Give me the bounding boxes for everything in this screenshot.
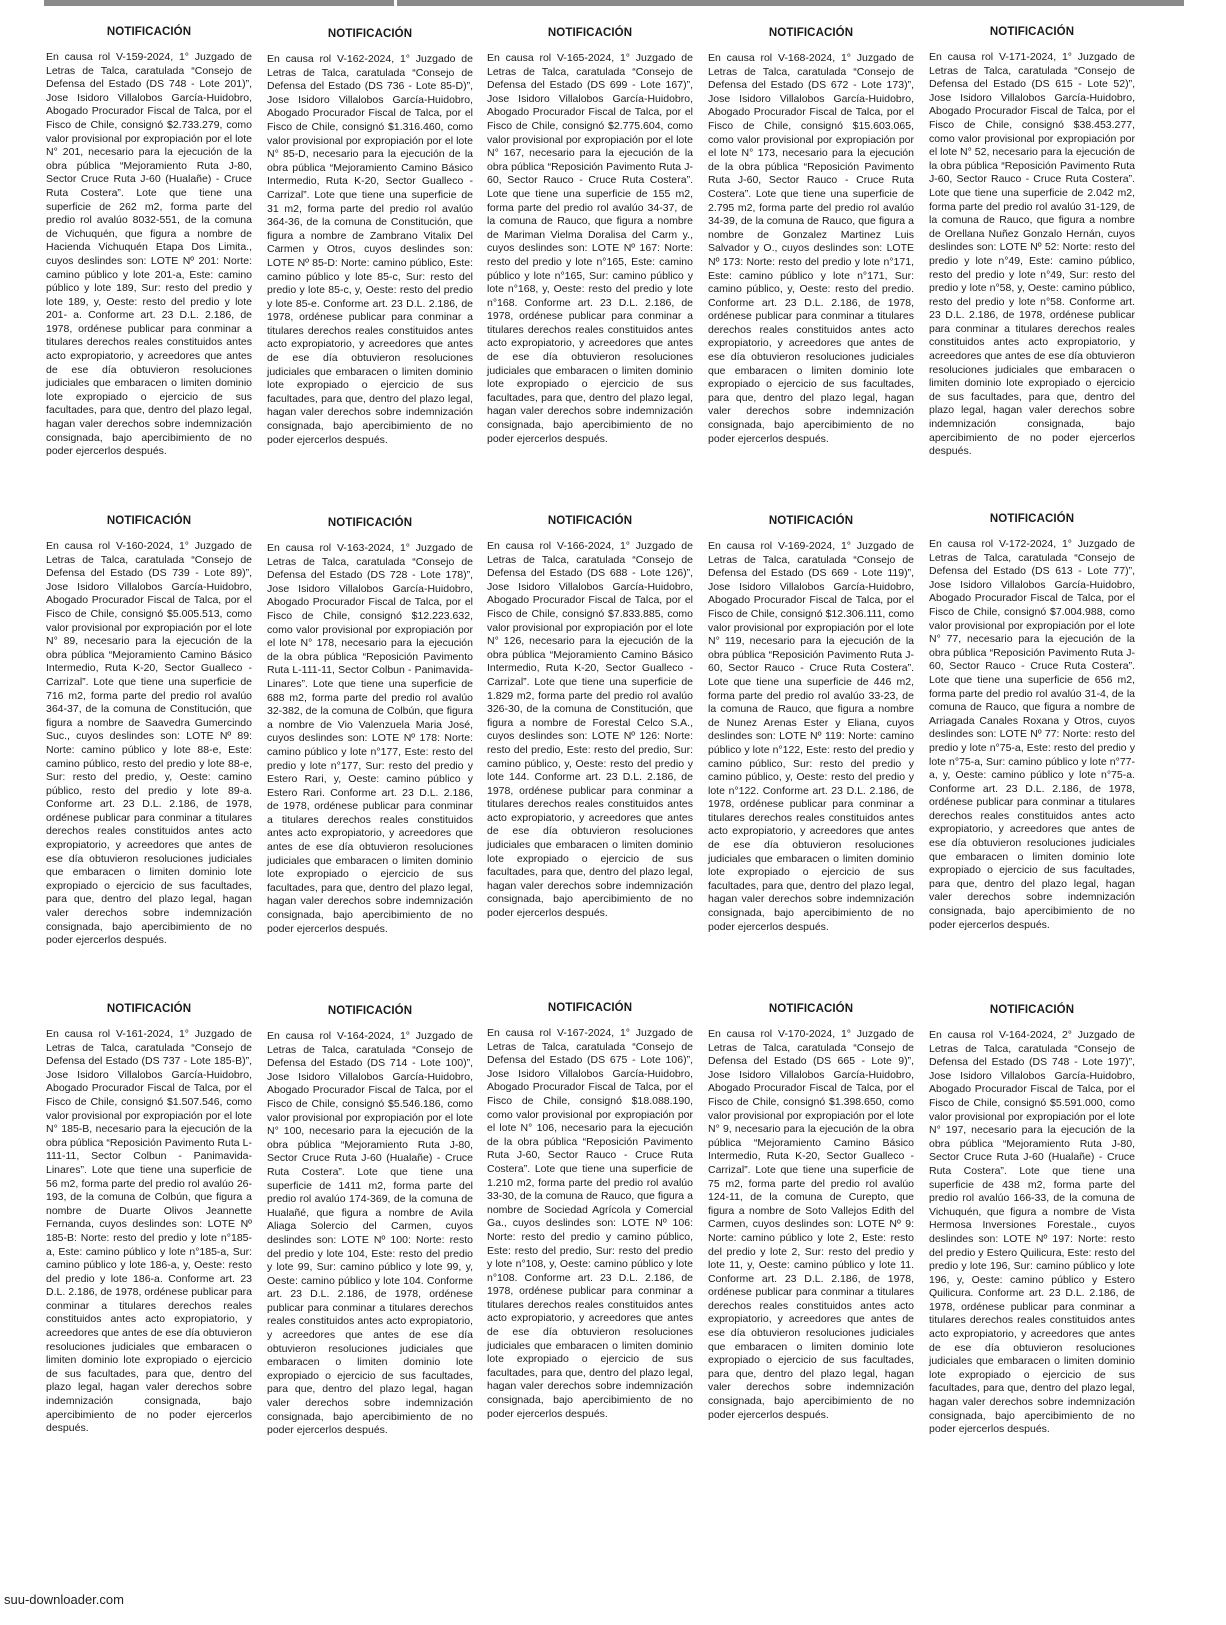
notice-title: NOTIFICACIÓN bbox=[106, 1003, 192, 1015]
notice-title: NOTIFICACIÓN bbox=[989, 513, 1075, 525]
notice bbox=[929, 513, 1135, 932]
notice-body: En causa rol V-166-2024, 1° Juzgado de Letras de Talca, caratulada “Consejo de Defensa del Estado (DS 688 - Lote 126)”, Jose Isidoro Villalobos García-Huidobro, Abogado Procurador Fiscal de Talca, por el Fisco de Chile, consignó $7.833.885, como valor provisional por expropiación por el lote N° 126, necesario para la ejecución de la obra pública “Mejoramiento Camino Básico Intermedio, Ruta K-20, Sector Gualleco - Carrizal”. Lote que tiene una superficie de 1.829 m2, forma parte del predio rol avalúo 326-30, de la comuna de Constitución, que figura a nombre de Forestal Celco S.A., cuyos deslindes son: LOTE Nº 126: Norte: resto del predio, Este: resto del predio, Sur: camino público, y, Oeste: resto del predio y lote 144. Conforme art. 23 D.L. 2.186, de 1978, ordénese publicar para conminar a titulares derechos reales constituidos antes acto expropiatorio, y acreedores que antes de ese día obtuvieron resoluciones judiciales que embaracen o limiten dominio lote expropiado o ejercicio de sus facultades, para que, dentro del plazo legal, hagan valer derechos sobre indemnización consignada, bajo apercibimiento de no poder ejercerlos después. bbox=[487, 540, 693, 920]
notice-body: En causa rol V-167-2024, 1° Juzgado de Letras de Talca, caratulada “Consejo de Defensa del Estado (DS 675 - Lote 106)”, Jose Isidoro Villalobos García-Huidobro, Abogado Procurador Fiscal de Talca, por el Fisco de Chile, consignó $18.088.190, como valor provisional por expropiación por el lote N° 106, necesario para la ejecución de la obra pública “Reposición Pavimento Ruta J-60, Sector Rauco - Cruce Ruta Costera”. Lote que tiene una superficie de 1.210 m2, forma parte del predio rol avalúo 33-30, de la comuna de Rauco, que figura a nombre de Sociedad Agrícola y Comercial Ga., cuyos deslindes son: LOTE Nº 106: Norte: resto del predio y camino público, Este: resto del predio, Sur: resto del predio y lote n°108, y, Oeste: camino público y lote n°108. Conforme art. 23 D.L. 2.186, de 1978, ordénese publicar para conminar a titulares derechos reales constituidos antes acto expropiatorio, y acreedores que antes de ese día obtuvieron resoluciones judiciales que embaracen o limiten dominio lote expropiado o ejercicio de sus facultades, para que, dentro del plazo legal, hagan valer derechos sobre indemnización consignada, bajo apercibimiento de no poder ejercerlos después. bbox=[487, 1027, 693, 1420]
notice bbox=[487, 515, 693, 921]
notice-title: NOTIFICACIÓN bbox=[989, 26, 1075, 38]
notice-title: NOTIFICACIÓN bbox=[327, 517, 413, 529]
notice-body: En causa rol V-164-2024, 2° Juzgado de Letras de Talca, caratulada “Consejo de Defensa del Estado (DS 748 - Lote 197)”, Jose Isidoro Villalobos García-Huidobro, Abogado Procurador Fiscal de Talca, por el Fisco de Chile, consignó $5.591.000, como valor provisional por expropiación por el lote N° 197, necesario para la ejecución de la obra pública “Mejoramiento Ruta J-80, Sector Cruce Ruta J-60 (Hualañe) - Cruce Ruta Costera”. Lote que tiene una superficie de 438 m2, forma parte del predio rol avalúo 166-33, de la comuna de Vichuquén, que figura a nombre de Vista Hermosa Inversiones Forestale., cuyos deslindes son: LOTE Nº 197: Norte: resto del predio y Estero Quilicura, Este: resto del predio y lote 196, Sur: camino público y lote 196, y, Oeste: camino público y Estero Quilicura. Conforme art. 23 D.L. 2.186, de 1978, ordénese publicar para conminar a titulares derechos reales constituidos antes acto expropiatorio, y acreedores que antes de ese día obtuvieron resoluciones judiciales que embaracen o limiten dominio lote expropiado o ejercicio de sus facultades, para que, dentro del plazo legal, hagan valer derechos sobre indemnización consignada, bajo apercibimiento de no poder ejercerlos después. bbox=[929, 1029, 1135, 1436]
notice-title: NOTIFICACIÓN bbox=[106, 515, 192, 527]
notice bbox=[708, 27, 914, 446]
notice bbox=[267, 28, 473, 447]
top-rule bbox=[44, 0, 1184, 6]
notice-title: NOTIFICACIÓN bbox=[327, 28, 413, 40]
notice bbox=[929, 1004, 1135, 1437]
notice bbox=[708, 1003, 914, 1422]
notice bbox=[267, 517, 473, 936]
notice-title: NOTIFICACIÓN bbox=[547, 515, 633, 527]
notice-body: En causa rol V-172-2024, 1° Juzgado de Letras de Talca, caratulada “Consejo de Defensa del Estado (DS 613 - Lote 77)”, Jose Isidoro Villalobos García-Huidobro, Abogado Procurador Fiscal de Talca, por el Fisco de Chile, consignó $7.004.988, como valor provisional por expropiación por el lote N° 77, necesario para la ejecución de la obra pública “Reposición Pavimento Ruta J-60, Sector Rauco - Cruce Ruta Costera”. Lote que tiene una superficie de 656 m2, forma parte del predio rol avalúo 31-4, de la comuna de Rauco, que figura a nombre de Arriagada Canales Roxana y Otros, cuyos deslindes son: LOTE Nº 77: Norte: resto del predio y lote n°75-a, Este: resto del predio y lote n°75-a, Sur: camino público y lote n°77-a, y, Oeste: camino público y lote n°75-a. Conforme art. 23 D.L. 2.186, de 1978, ordénese publicar para conminar a titulares derechos reales constituidos antes acto expropiatorio, y acreedores que antes de ese día obtuvieron resoluciones judiciales que embaracen o limiten dominio lote expropiado o ejercicio de sus facultades, para que, dentro del plazo legal, hagan valer derechos sobre indemnización consignada, bajo apercibimiento de no poder ejercerlos después. bbox=[929, 538, 1135, 931]
notice-body: En causa rol V-171-2024, 1° Juzgado de Letras de Talca, caratulada “Consejo de Defensa del Estado (DS 615 - Lote 52)”, Jose Isidoro Villalobos García-Huidobro, Abogado Procurador Fiscal de Talca, por el Fisco de Chile, consignó $38.453.277, como valor provisional por expropiación por el lote N° 52, necesario para la ejecución de la obra pública “Reposición Pavimento Ruta J-60, Sector Rauco - Cruce Ruta Costera”. Lote que tiene una superficie de 2.042 m2, forma parte del predio rol avalúo 31-129, de la comuna de Rauco, que figura a nombre de Orellana Nuñez Gonzalo Hernán, cuyos deslindes son: LOTE Nº 52: Norte: resto del predio y lote n°49, Este: camino público, resto del predio y lote n°49, Sur: resto del predio y lote n°58, y, Oeste: camino público, resto del predio y lote n°58. Conforme art. 23 D.L. 2.186, de 1978, ordénese publicar para conminar a titulares derechos reales constituidos antes acto expropiatorio, y acreedores que antes de ese día obtuvieron resoluciones judiciales que embaracen o limiten dominio lote expropiado o ejercicio de sus facultades, para que, dentro del plazo legal, hagan valer derechos sobre indemnización consignada, bajo apercibimiento de no poder ejercerlos después. bbox=[929, 51, 1135, 458]
notice bbox=[267, 1005, 473, 1438]
notice-title: NOTIFICACIÓN bbox=[768, 1003, 854, 1015]
notice bbox=[487, 1002, 693, 1421]
notice bbox=[46, 26, 252, 459]
notice-body: En causa rol V-170-2024, 1° Juzgado de Letras de Talca, caratulada “Consejo de Defensa del Estado (DS 665 - Lote 9)”, Jose Isidoro Villalobos García-Huidobro, Abogado Procurador Fiscal de Talca, por el Fisco de Chile, consignó $1.398.650, como valor provisional por expropiación por el lote N° 9, necesario para la ejecución de la obra pública “Mejoramiento Camino Básico Intermedio, Ruta K-20, Sector Gualleco - Carrizal”. Lote que tiene una superficie de 75 m2, forma parte del predio rol avalúo 124-11, de la comuna de Curepto, que figura a nombre de Soto Vallejos Edith del Carmen, cuyos deslindes son: LOTE Nº 9: Norte: camino público y lote 2, Este: resto del predio y lote 2, Sur: resto del predio y lote 11, y, Oeste: camino público y lote 11. Conforme art. 23 D.L. 2.186, de 1978, ordénese publicar para conminar a titulares derechos reales constituidos antes acto expropiatorio, y acreedores que antes de ese día obtuvieron resoluciones judiciales que embaracen o limiten dominio lote expropiado o ejercicio de sus facultades, para que, dentro del plazo legal, hagan valer derechos sobre indemnización consignada, bajo apercibimiento de no poder ejercerlos después. bbox=[708, 1028, 914, 1421]
notice-body: En causa rol V-164-2024, 1° Juzgado de Letras de Talca, caratulada “Consejo de Defensa del Estado (DS 714 - Lote 100)”, Jose Isidoro Villalobos García-Huidobro, Abogado Procurador Fiscal de Talca, por el Fisco de Chile, consignó $5.546.186, como valor provisional por expropiación por el lote N° 100, necesario para la ejecución de la obra pública “Mejoramiento Ruta J-80, Sector Cruce Ruta J-60 (Hualañe) - Cruce Ruta Costera”. Lote que tiene una superficie de 1411 m2, forma parte del predio rol avalúo 174-369, de la comuna de Hualañé, que figura a nombre de Avila Aliaga Solercio del Carmen, cuyos deslindes son: LOTE Nº 100: Norte: resto del predio y lote 104, Este: resto del predio y lote 99, Sur: camino público y lote 99, y, Oeste: camino público y lote 104. Conforme art. 23 D.L. 2.186, de 1978, ordénese publicar para conminar a titulares derechos reales constituidos antes acto expropiatorio, y acreedores que antes de ese día obtuvieron resoluciones judiciales que embaracen o limiten dominio lote expropiado o ejercicio de sus facultades, para que, dentro del plazo legal, hagan valer derechos sobre indemnización consignada, bajo apercibimiento de no poder ejercerlos después. bbox=[267, 1030, 473, 1437]
notice bbox=[46, 1003, 252, 1436]
notice-title: NOTIFICACIÓN bbox=[989, 1004, 1075, 1016]
notice-body: En causa rol V-161-2024, 1° Juzgado de Letras de Talca, caratulada “Consejo de Defensa del Estado (DS 737 - Lote 185-B)”, Jose Isidoro Villalobos García-Huidobro, Abogado Procurador Fiscal de Talca, por el Fisco de Chile, consignó $1.507.546, como valor provisional por expropiación por el lote N° 185-B, necesario para la ejecución de la obra pública “Reposición Pavimento Ruta L-111-11, Sector Colbun - Panimavida-Linares”. Lote que tiene una superficie de 56 m2, forma parte del predio rol avalúo 26-193, de la comuna de Colbún, que figura a nombre de Duarte Olivos Jeannette Fernanda, cuyos deslindes son: LOTE Nº 185-B: Norte: resto del predio y lote n°185-a, Este: camino público y lote n°185-a, Sur: camino público y lote 186-a, y, Oeste: resto del predio y lote 186-a. Conforme art. 23 D.L. 2.186, de 1978, ordénese publicar para conminar a titulares derechos reales constituidos antes acto expropiatorio, y acreedores que antes de ese día obtuvieron resoluciones judiciales que embaracen o limiten dominio lote expropiado o ejercicio de sus facultades, para que, dentro del plazo legal, hagan valer derechos sobre indemnización consignada, bajo apercibimiento de no poder ejercerlos después. bbox=[46, 1028, 252, 1435]
notice-title: NOTIFICACIÓN bbox=[547, 27, 633, 39]
top-rule-gap bbox=[394, 0, 397, 6]
notice bbox=[487, 27, 693, 446]
notice-title: NOTIFICACIÓN bbox=[327, 1005, 413, 1017]
notice-title: NOTIFICACIÓN bbox=[768, 515, 854, 527]
notice bbox=[46, 515, 252, 948]
notice-title: NOTIFICACIÓN bbox=[547, 1002, 633, 1014]
notice-body: En causa rol V-168-2024, 1° Juzgado de Letras de Talca, caratulada “Consejo de Defensa del Estado (DS 672 - Lote 173)”, Jose Isidoro Villalobos García-Huidobro, Abogado Procurador Fiscal de Talca, por el Fisco de Chile, consignó $15.603.065, como valor provisional por expropiación por el lote N° 173, necesario para la ejecución de la obra pública “Reposición Pavimento Ruta J-60, Sector Rauco - Cruce Ruta Costera”. Lote que tiene una superficie de 2.795 m2, forma parte del predio rol avalúo 34-39, de la comuna de Rauco, que figura a nombre de Gonzalez Martinez Luis Salvador y O., cuyos deslindes son: LOTE Nº 173: Norte: resto del predio y lote n°171, Este: camino público y lote n°171, Sur: camino público, y, Oeste: resto del predio. Conforme art. 23 D.L. 2.186, de 1978, ordénese publicar para conminar a titulares derechos reales constituidos antes acto expropiatorio, y acreedores que antes de ese día obtuvieron resoluciones judiciales que embaracen o limiten dominio lote expropiado o ejercicio de sus facultades, para que, dentro del plazo legal, hagan valer derechos sobre indemnización consignada, bajo apercibimiento de no poder ejercerlos después. bbox=[708, 52, 914, 445]
notice-body: En causa rol V-165-2024, 1° Juzgado de Letras de Talca, caratulada “Consejo de Defensa del Estado (DS 699 - Lote 167)”, Jose Isidoro Villalobos García-Huidobro, Abogado Procurador Fiscal de Talca, por el Fisco de Chile, consignó $2.775.604, como valor provisional por expropiación por el lote N° 167, necesario para la ejecución de la obra pública “Reposición Pavimento Ruta J-60, Sector Rauco - Cruce Ruta Costera”. Lote que tiene una superficie de 155 m2, forma parte del predio rol avalúo 34-37, de la comuna de Rauco, que figura a nombre de Mariman Vielma Doralisa del Carm y., cuyos deslindes son: LOTE Nº 167: Norte: resto del predio y lote n°165, Este: camino público y lote n°165, Sur: camino público y lote n°168, y, Oeste: resto del predio y lote n°168. Conforme art. 23 D.L. 2.186, de 1978, ordénese publicar para conminar a titulares derechos reales constituidos antes acto expropiatorio, y acreedores que antes de ese día obtuvieron resoluciones judiciales que embaracen o limiten dominio lote expropiado o ejercicio de sus facultades, para que, dentro del plazo legal, hagan valer derechos sobre indemnización consignada, bajo apercibimiento de no poder ejercerlos después. bbox=[487, 52, 693, 445]
notice bbox=[708, 515, 914, 934]
notice-title: NOTIFICACIÓN bbox=[768, 27, 854, 39]
footer-watermark: suu-downloader.com bbox=[4, 1592, 124, 1607]
notice-body: En causa rol V-159-2024, 1° Juzgado de Letras de Talca, caratulada “Consejo de Defensa del Estado (DS 748 - Lote 201)”, Jose Isidoro Villalobos García-Huidobro, Abogado Procurador Fiscal de Talca, por el Fisco de Chile, consignó $2.733.279, como valor provisional por expropiación por el lote N° 201, necesario para la ejecución de la obra pública “Mejoramiento Ruta J-80, Sector Cruce Ruta J-60 (Hualañe) - Cruce Ruta Costera”. Lote que tiene una superficie de 262 m2, forma parte del predio rol avalúo 8032-551, de la comuna de Vichuquén, que figura a nombre de Hacienda Vichuquén Etapa Dos Limita., cuyos deslindes son: LOTE Nº 201: Norte: camino público y lote 201-a, Este: camino público y lote 189, Sur: resto del predio y lote 189, y, Oeste: resto del predio y lote 201- a. Conforme art. 23 D.L. 2.186, de 1978, ordénese publicar para conminar a titulares derechos reales constituidos antes acto expropiatorio, y acreedores que antes de ese día obtuvieron resoluciones judiciales que embaracen o limiten dominio lote expropiado o ejercicio de sus facultades, para que, dentro del plazo legal, hagan valer derechos sobre indemnización consignada, bajo apercibimiento de no poder ejercerlos después. bbox=[46, 51, 252, 458]
notice bbox=[929, 26, 1135, 459]
notice-title: NOTIFICACIÓN bbox=[106, 26, 192, 38]
notice-body: En causa rol V-162-2024, 1° Juzgado de Letras de Talca, caratulada “Consejo de Defensa del Estado (DS 736 - Lote 85-D)”, Jose Isidoro Villalobos García-Huidobro, Abogado Procurador Fiscal de Talca, por el Fisco de Chile, consignó $1.316.460, como valor provisional por expropiación por el lote N° 85-D, necesario para la ejecución de la obra pública “Mejoramiento Camino Básico Intermedio, Ruta K-20, Sector Gualleco - Carrizal”. Lote que tiene una superficie de 31 m2, forma parte del predio rol avalúo 364-36, de la comuna de Constitución, que figura a nombre de Zambrano Vitalix Del Carmen y Otros, cuyos deslindes son: LOTE Nº 85-D: Norte: camino público, Este: camino público y lote 85-c, Sur: resto del predio y lote 85-c, y, Oeste: resto del predio y lote 85-e. Conforme art. 23 D.L. 2.186, de 1978, ordénese publicar para conminar a titulares derechos reales constituidos antes acto expropiatorio, y acreedores que antes de ese día obtuvieron resoluciones judiciales que embaracen o limiten dominio lote expropiado o ejercicio de sus facultades, para que, dentro del plazo legal, hagan valer derechos sobre indemnización consignada, bajo apercibimiento de no poder ejercerlos después. bbox=[267, 53, 473, 446]
notice-body: En causa rol V-163-2024, 1° Juzgado de Letras de Talca, caratulada “Consejo de Defensa del Estado (DS 728 - Lote 178)”, Jose Isidoro Villalobos García-Huidobro, Abogado Procurador Fiscal de Talca, por el Fisco de Chile, consignó $12.223.632, como valor provisional por expropiación por el lote N° 178, necesario para la ejecución de la obra pública “Reposición Pavimento Ruta L-111-11, Sector Colbun - Panimavida-Linares”. Lote que tiene una superficie de 688 m2, forma parte del predio rol avalúo 32-382, de la comuna de Colbún, que figura a nombre de Vio Valenzuela Maria José, cuyos deslindes son: LOTE Nº 178: Norte: camino público y lote n°177, Este: resto del predio y lote n°177, Sur: resto del predio y Estero Rari, y, Oeste: camino público y Estero Rari. Conforme art. 23 D.L. 2.186, de 1978, ordénese publicar para conminar a titulares derechos reales constituidos antes acto expropiatorio, y acreedores que antes de ese día obtuvieron resoluciones judiciales que embaracen o limiten dominio lote expropiado o ejercicio de sus facultades, para que, dentro del plazo legal, hagan valer derechos sobre indemnización consignada, bajo apercibimiento de no poder ejercerlos después. bbox=[267, 542, 473, 935]
notice-body: En causa rol V-160-2024, 1° Juzgado de Letras de Talca, caratulada “Consejo de Defensa del Estado (DS 739 - Lote 89)”, Jose Isidoro Villalobos García-Huidobro, Abogado Procurador Fiscal de Talca, por el Fisco de Chile, consignó $5.005.513, como valor provisional por expropiación por el lote N° 89, necesario para la ejecución de la obra pública “Mejoramiento Camino Básico Intermedio, Ruta K-20, Sector Gualleco - Carrizal”. Lote que tiene una superficie de 716 m2, forma parte del predio rol avalúo 364-37, de la comuna de Constitución, que figura a nombre de Saavedra Gumercindo Suc., cuyos deslindes son: LOTE Nº 89: Norte: camino público y lote 88-e, Este: camino público, resto del predio y lote 88-e, Sur: resto del predio, y, Oeste: camino público, resto del predio y lote 89-a. Conforme art. 23 D.L. 2.186, de 1978, ordénese publicar para conminar a titulares derechos reales constituidos antes acto expropiatorio, y acreedores que antes de ese día obtuvieron resoluciones judiciales que embaracen o limiten dominio lote expropiado o ejercicio de sus facultades, para que, dentro del plazo legal, hagan valer derechos sobre indemnización consignada, bajo apercibimiento de no poder ejercerlos después. bbox=[46, 540, 252, 947]
notice-body: En causa rol V-169-2024, 1° Juzgado de Letras de Talca, caratulada “Consejo de Defensa del Estado (DS 669 - Lote 119)”, Jose Isidoro Villalobos García-Huidobro, Abogado Procurador Fiscal de Talca, por el Fisco de Chile, consignó $12.306.111, como valor provisional por expropiación por el lote N° 119, necesario para la ejecución de la obra pública “Reposición Pavimento Ruta J-60, Sector Rauco - Cruce Ruta Costera”. Lote que tiene una superficie de 446 m2, forma parte del predio rol avalúo 33-23, de la comuna de Rauco, que figura a nombre de Nunez Arenas Ester y Eliana, cuyos deslindes son: LOTE Nº 119: Norte: camino público y lote n°122, Este: resto del predio y camino público, Sur: resto del predio y camino público, y, Oeste: resto del predio y lote n°122. Conforme art. 23 D.L. 2.186, de 1978, ordénese publicar para conminar a titulares derechos reales constituidos antes acto expropiatorio, y acreedores que antes de ese día obtuvieron resoluciones judiciales que embaracen o limiten dominio lote expropiado o ejercicio de sus facultades, para que, dentro del plazo legal, hagan valer derechos sobre indemnización consignada, bajo apercibimiento de no poder ejercerlos después. bbox=[708, 540, 914, 933]
